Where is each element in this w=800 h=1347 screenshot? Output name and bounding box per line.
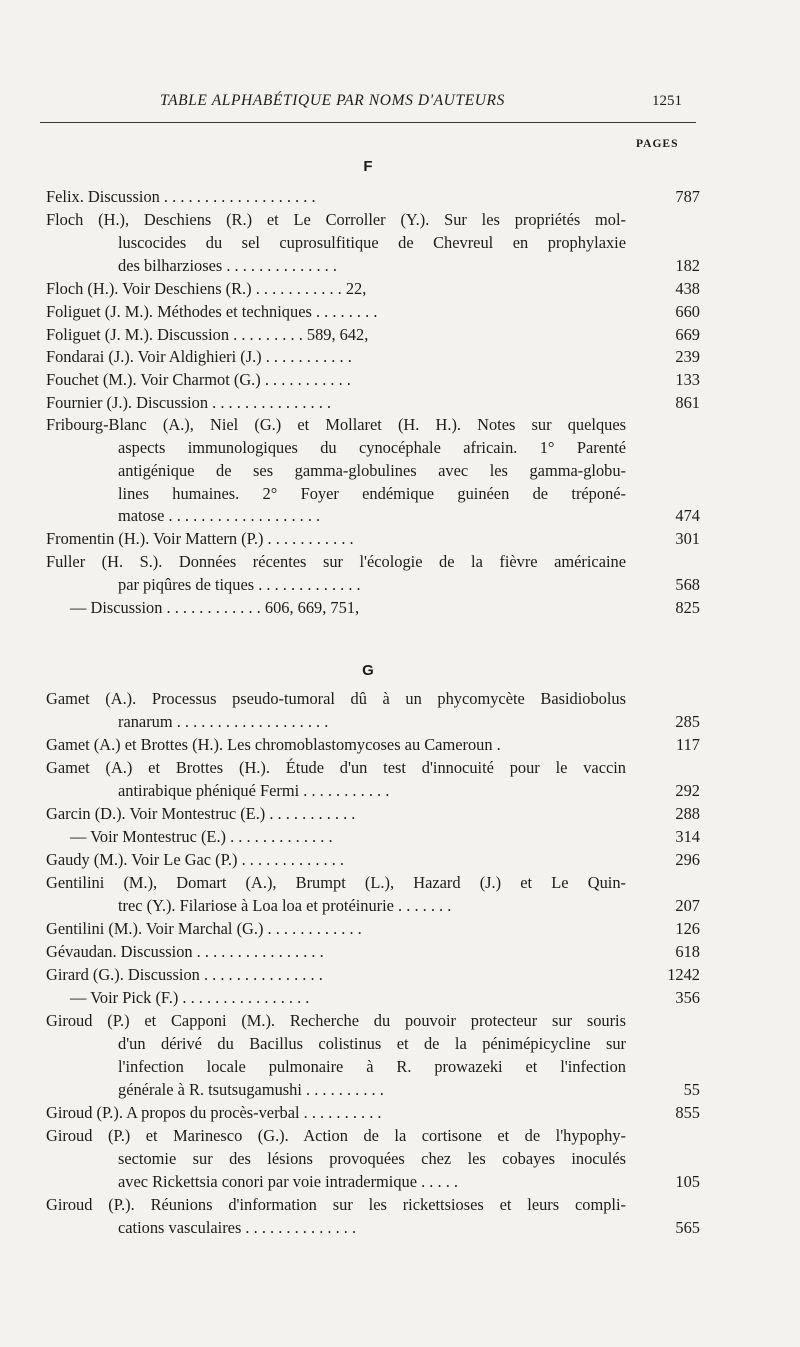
index-entry-continuation: cations vasculaires . . . . . . . . . . . . . . 565	[118, 1218, 700, 1237]
index-entry-continuation: lines humaines. 2° Foyer endémique guinéen de tréponé-	[118, 484, 626, 503]
index-entry: Gentilini (M.), Domart (A.), Brumpt (L.), Hazard (J.) et Le Quin-	[46, 873, 626, 892]
index-entry: Fouchet (M.). Voir Charmot (G.) . . . . . . . . . . . 133	[46, 370, 700, 389]
section-letter-f: F	[363, 158, 373, 175]
index-entry: Gamet (A.) et Brottes (H.). Étude d'un test d'innocuité pour le vaccin	[46, 758, 626, 777]
index-entry: Floch (H.), Deschiens (R.) et Le Corroller (Y.). Sur les propriétés mol-	[46, 210, 626, 229]
running-title: TABLE ALPHABÉTIQUE PAR NOMS D'AUTEURS	[160, 92, 505, 109]
index-entry: Giroud (P.). A propos du procès-verbal . . . . . . . . . . 855	[46, 1103, 700, 1122]
index-entry-continuation: des bilharzioses . . . . . . . . . . . . . . 182	[118, 256, 700, 275]
index-entry: Gaudy (M.). Voir Le Gac (P.) . . . . . . . . . . . . . 296	[46, 850, 700, 869]
index-entry-continuation: avec Rickettsia conori par voie intradermique . . . . . 105	[118, 1172, 700, 1191]
index-entry-continuation: luscocides du sel cuprosulfitique de Chevreul en prophylaxie	[118, 233, 626, 252]
index-entry: Gamet (A.) et Brottes (H.). Les chromoblastomycoses au Cameroun . 117	[46, 735, 700, 754]
index-entry: Giroud (P.) et Capponi (M.). Recherche du pouvoir protecteur sur souris	[46, 1011, 626, 1030]
index-entry: Gévaudan. Discussion . . . . . . . . . . . . . . . . 618	[46, 942, 700, 961]
index-entry: Felix. Discussion . . . . . . . . . . . . . . . . . . . 787	[46, 187, 700, 206]
index-entry: Fribourg-Blanc (A.), Niel (G.) et Mollaret (H. H.). Notes sur quelques	[46, 415, 626, 434]
index-entry-continuation: antigénique de ses gamma-globulines avec les gamma-globu-	[118, 461, 626, 480]
index-entry-continuation: antirabique phéniqué Fermi . . . . . . . . . . . 292	[118, 781, 700, 800]
index-entry-dash: — Discussion . . . . . . . . . . . . 606, 669, 751, 825	[70, 598, 700, 617]
index-entry-continuation: sectomie sur des lésions provoquées chez les cobayes inoculés	[118, 1149, 626, 1168]
index-entry-continuation: d'un dérivé du Bacillus colistinus et de la pénimépicycline sur	[118, 1034, 626, 1053]
page-number: 1251	[652, 93, 682, 109]
index-entry-dash: — Voir Pick (F.) . . . . . . . . . . . . . . . . 356	[70, 988, 700, 1007]
index-entry: Fuller (H. S.). Données récentes sur l'écologie de la fièvre américaine	[46, 552, 626, 571]
index-entry-dash: — Voir Montestruc (E.) . . . . . . . . . . . . . 314	[70, 827, 700, 846]
index-entry-continuation: l'infection locale pulmonaire à R. prowazeki et l'infection	[118, 1057, 626, 1076]
index-entry: Gamet (A.). Processus pseudo-tumoral dû à un phycomycète Basidiobolus	[46, 689, 626, 708]
page-header	[0, 88, 800, 116]
index-entry: Floch (H.). Voir Deschiens (R.) . . . . . . . . . . . 22, 438	[46, 279, 700, 298]
index-entry: Foliguet (J. M.). Méthodes et techniques . . . . . . . . 660	[46, 302, 700, 321]
index-entry: Fondarai (J.). Voir Aldighieri (J.) . . . . . . . . . . . 239	[46, 347, 700, 366]
index-entry-continuation: aspects immunologiques du cynocéphale africain. 1° Parenté	[118, 438, 626, 457]
index-entry-continuation: matose . . . . . . . . . . . . . . . . . . . 474	[118, 506, 700, 525]
index-entry-continuation: ranarum . . . . . . . . . . . . . . . . . . . 285	[118, 712, 700, 731]
index-entry: Giroud (P.). Réunions d'information sur les rickettsioses et leurs compli-	[46, 1195, 626, 1214]
index-entry-continuation: générale à R. tsutsugamushi . . . . . . . . . . 55	[118, 1080, 700, 1099]
index-entry: Fromentin (H.). Voir Mattern (P.) . . . . . . . . . . . 301	[46, 529, 700, 548]
index-entry-continuation: par piqûres de tiques . . . . . . . . . . . . . 568	[118, 575, 700, 594]
index-entry: Giroud (P.) et Marinesco (G.). Action de la cortisone et de l'hypophy-	[46, 1126, 626, 1145]
index-entry: Garcin (D.). Voir Montestruc (E.) . . . . . . . . . . . 288	[46, 804, 700, 823]
index-entry-continuation: trec (Y.). Filariose à Loa loa et protéinurie . . . . . . . 207	[118, 896, 700, 915]
index-entry: Foliguet (J. M.). Discussion . . . . . . . . . 589, 642, 669	[46, 325, 700, 344]
header-rule	[40, 122, 696, 123]
index-entry: Fournier (J.). Discussion . . . . . . . . . . . . . . . 861	[46, 393, 700, 412]
index-entry: Girard (G.). Discussion . . . . . . . . . . . . . . . 1242	[46, 965, 700, 984]
pages-column-label: PAGES	[636, 138, 679, 150]
section-letter-g: G	[362, 662, 374, 679]
index-entry: Gentilini (M.). Voir Marchal (G.) . . . . . . . . . . . . 126	[46, 919, 700, 938]
